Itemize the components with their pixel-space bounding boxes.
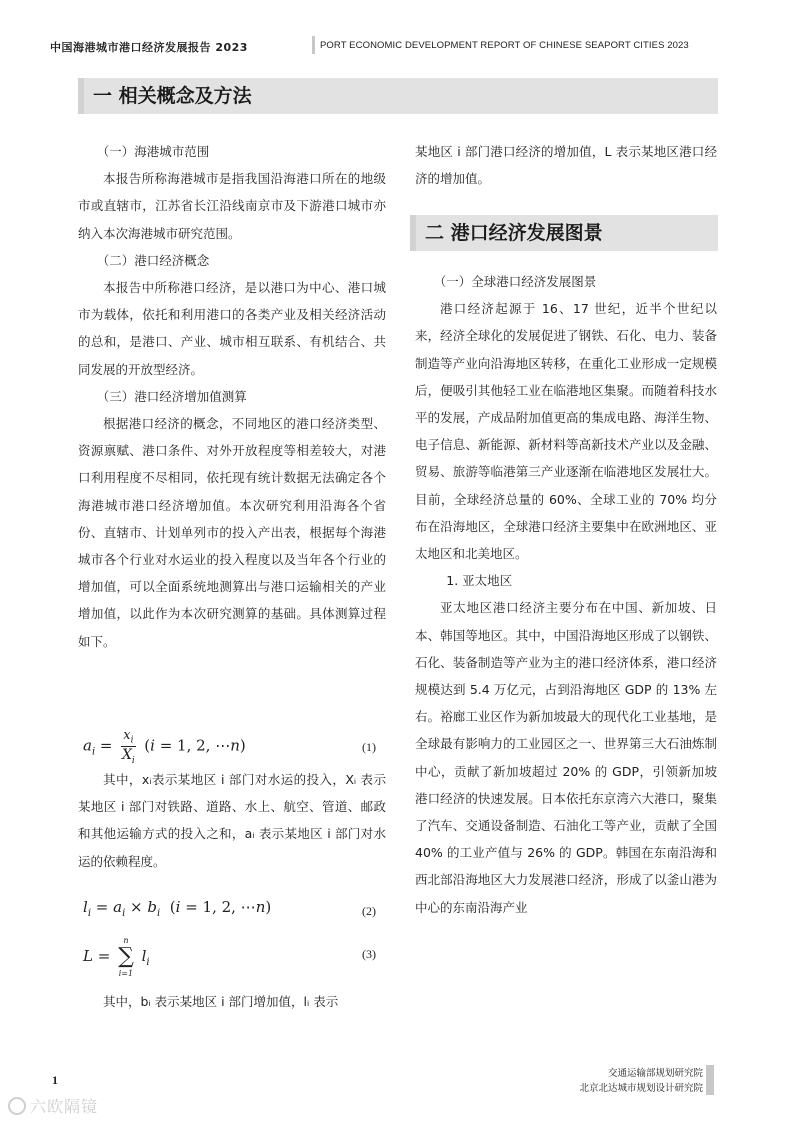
subheading-port-economy-concept: （二）港口经济概念 (96, 252, 210, 268)
header-divider (312, 36, 315, 54)
equation-1-number: (1) (362, 740, 376, 754)
paragraph-value-added-definitions: 其中，bᵢ 表示某地区 i 部门增加值，lᵢ 表示 (103, 994, 339, 1009)
header-title-en: PORT ECONOMIC DEVELOPMENT REPORT OF CHINESE SEAPORT CITIES 2023 (320, 40, 689, 51)
footer-org-2: 北京北达城市规划设计研究院 (579, 1083, 703, 1094)
left-column-middle (78, 766, 386, 875)
right-column (415, 268, 717, 921)
left-column-top (78, 138, 386, 655)
subheading-value-added-measurement: （三）港口经济增加值测算 (96, 388, 247, 404)
equation-1 (78, 728, 386, 768)
paragraph-port-city-scope: 本报告所称海港城市是指我国沿海港口所在的地级市或直辖市，江苏省长江沿线南京市及下游港口城市亦纳入本次海港城市研究范围。 (78, 171, 386, 241)
right-column-continuation (415, 138, 717, 192)
header-title-cn: 中国海港城市港口经济发展报告 2023 (50, 41, 248, 54)
left-column-bottom (78, 988, 386, 1015)
watermark-text: 六欧隔镜 (30, 1097, 99, 1116)
paragraph-value-added-definitions-continued: 某地区 i 部门港口经济的增加值，L 表示某地区港口经济的增加值。 (415, 144, 717, 187)
section-heading-1 (78, 78, 718, 114)
equation-3-body: L = n ∑ i=1 $l_i$ (83, 936, 150, 978)
paragraph-global-port-economy: 港口经济起源于 16、17 世纪，近半个世纪以来，经济全球化的发展促进了钢铁、石化、电力、装备制造等产业向沿海地区转移，在重化工业形成一定规模后，便吸引其他轻工业在临港地区集聚。而随着科技水平的发展，产成品附加值更高的集成电路、海洋生物、电子信息、新能源、新材料等高新技术产业以及金融、贸易、旅游等临港第三产业逐渐在临港地区发展壮大。目前，全球经济总量的 60%、全球工业的 70% 均分布在沿海地区，全球港口经济主要集中在欧洲地区、亚太地区和北美地区。 (415, 301, 717, 562)
subheading-asia-pacific: 1. 亚太地区 (446, 573, 513, 589)
page-header (50, 34, 750, 58)
subheading-port-city-scope: （一）海港城市范围 (96, 144, 210, 159)
section-heading-1-text: 一 相关概念及方法 (93, 85, 252, 107)
paragraph-value-added-measurement: 根据港口经济的概念，不同地区的港口经济类型、资源禀赋、港口条件、对外开放程度等相差较大，对港口利用程度不尽相同，依托现有统计数据无法确定各个海港城市港口经济增加值。本次研究利用沿海各个省份、直辖市、计划单列市的投入产出表，根据每个海港城市各个行业对水运业的投入程度以及当年各个行业的增加值，可以全面系统地测算出与港口运输相关的产业增加值，以此作为本次研究测算的基础。具体测算过程如下。 (78, 416, 386, 649)
equation-1-body: $a_i$ = $\frac{x_i}{X_i}$ (i = 1, 2, ⋯n) (83, 728, 246, 766)
footer-org-1: 交通运输部规划研究院 (607, 1068, 703, 1079)
equation-3-number: (3) (362, 947, 376, 961)
paragraph-variable-definitions: 其中，xᵢ表示某地区 i 部门对水运的投入，Xᵢ 表示某地区 i 部门对铁路、道路、水上、航空、管道、邮政和其他运输方式的投入之和，aᵢ 表示某地区 i 部门对水运的依赖程度。 (78, 772, 386, 869)
footer-divider (706, 1065, 714, 1095)
page-number: 1 (52, 1073, 58, 1087)
footer-organizations (579, 1066, 703, 1096)
watermark-logo-icon (8, 1097, 26, 1115)
watermark (8, 1094, 98, 1117)
section-heading-2-text: 二 港口经济发展图景 (425, 222, 603, 244)
equation-2-number: (2) (362, 904, 376, 918)
equation-2 (78, 898, 386, 938)
equation-3 (78, 935, 386, 979)
paragraph-port-economy-concept: 本报告中所称港口经济，是以港口为中心、港口城市为载体，依托和利用港口的各类产业及相关经济活动的总和，是港口、产业、城市相互联系、有机结合、共同发展的开放型经济。 (78, 280, 386, 377)
paragraph-asia-pacific: 亚太地区港口经济主要分布在中国、新加坡、日本、韩国等地区。其中，中国沿海地区形成了以钢铁、石化、装备制造等产业为主的港口经济体系，港口经济规模达到 5.4 万亿元，占到沿海地区 GDP 的 13% 左右。裕廊工业区作为新加坡最大的现代化工业基地，是全球最有影响力的工业园区之一、世界第三大石油炼制中心，贡献了新加坡超过 20% 的 GDP，引领新加坡港口经济的快速发展。日本依托东京湾六大港口，聚集了汽车、交通设备制造、石油化工等产业，贡献了全国 40% 的工业产值与 26% 的 GDP。韩国在东南沿海和西北部沿海地区大力发展港口经济，形成了以釜山港为中心的东南沿海产业 (415, 600, 717, 915)
equation-2-body: $l_i = a_i \times b_i$ (i = 1, 2, ⋯n) (83, 898, 272, 919)
section-heading-2 (410, 215, 718, 251)
subheading-global-port-economy: （一）全球港口经济发展图景 (433, 274, 597, 289)
